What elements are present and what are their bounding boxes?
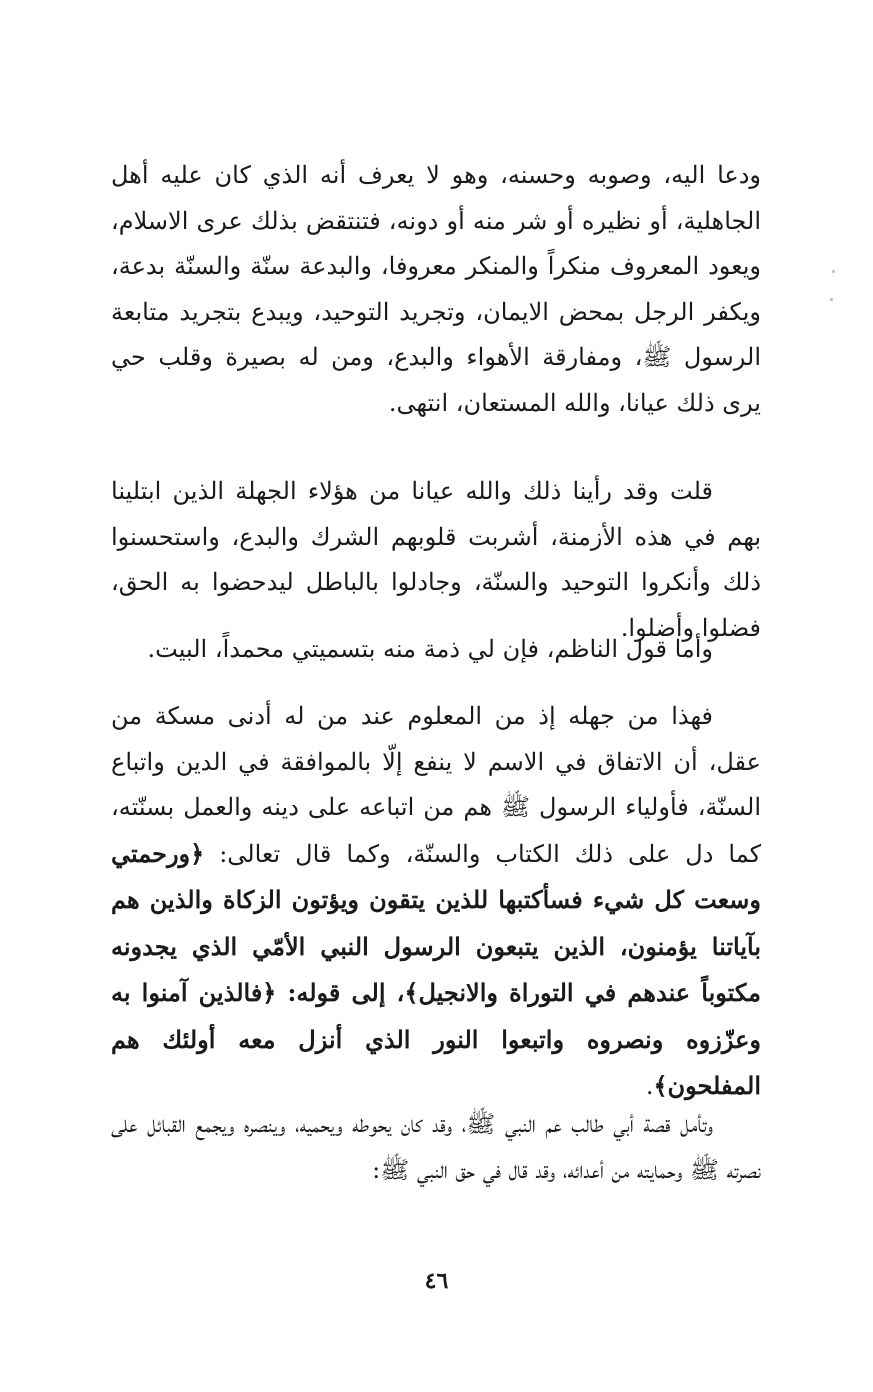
paragraph-1	[111, 153, 761, 426]
paragraph-2-text: قلت وقد رأينا ذلك والله عيانا من هؤلاء الجهلة الذين ابتلينا بهم في هذه الأزمنة، أشربت قلوبهم الشرك والبدع، واستحسنوا ذلك وأنكروا التوحيد والسنّة، وجادلوا بالباطل ليدحضوا به الحق، فضلوا وأضلوا.	[111, 477, 761, 642]
paragraph-5-text: وتأمل قصة أبي طالب عم النبي ﷺ، وقد كان يحوطه ويحميه، وينصره ويجمع القبائل على نصرته ﷺ وحمايته من أعدائه، وقد قال في حق النبي ﷺ:	[111, 1110, 761, 1184]
margin-mark	[830, 298, 833, 301]
paragraph-2	[111, 469, 761, 651]
page-number: ٤٦	[424, 1268, 449, 1294]
paragraph-3	[111, 627, 761, 673]
paragraph-3-text: وأما قول الناظم، فإن لي ذمة منه بتسميتي محمداً، البيت.	[147, 635, 713, 663]
paragraph-4	[111, 694, 761, 1110]
paragraph-5	[111, 1102, 761, 1193]
quran-quote-2: ﴿فالذين آمنوا به وعزّزوه ونصروه واتبعوا النور الذي أنزل معه أولئك هم المفلحون﴾	[111, 978, 761, 1100]
paragraph-1-text: ودعا اليه، وصوبه وحسنه، وهو لا يعرف أنه الذي كان عليه أهل الجاهلية، أو نظيره أو شر منه أو دونه، فتنتقض بذلك عرى الاسلام، ويعود المعروف منكراً والمنكر معروفا، والبدعة سنّة والسنّة بدعة، ويكفر الرجل بمحض الايمان، وتجريد التوحيد، ويبدع بتجريد متابعة الرسول ﷺ، ومفارقة الأهواء والبدع، ومن له بصيرة وقلب حي يرى ذلك عيانا، والله المستعان، انتهى.	[111, 161, 762, 417]
quran-quote-1: ﴿ورحمتي وسعت كل شيء فسأكتبها للذين يتقون ويؤتون الزكاة والذين هم بآياتنا يؤمنون، الذين يتبعون الرسول النبي الأمّي الذي يجدونه مكتوباً عندهم في التوراة والانجيل﴾، إلى قوله:	[111, 838, 762, 1007]
paragraph-4-end: .	[645, 1072, 654, 1100]
paragraph-4-intro: فهذا من جهله إذ من المعلوم عند من له أدنى مسكة من عقل، أن الاتفاق في الاسم لا ينفع إلّا بالموافقة في الدين واتباع السنّة، فأولياء الرسول ﷺ هم من اتباعه على دينه والعمل بسنّته، كما دل على ذلك الكتاب والسنّة، وكما قال تعالى:	[111, 702, 761, 868]
paragraph-4-text	[111, 694, 761, 1110]
margin-mark	[832, 270, 835, 273]
